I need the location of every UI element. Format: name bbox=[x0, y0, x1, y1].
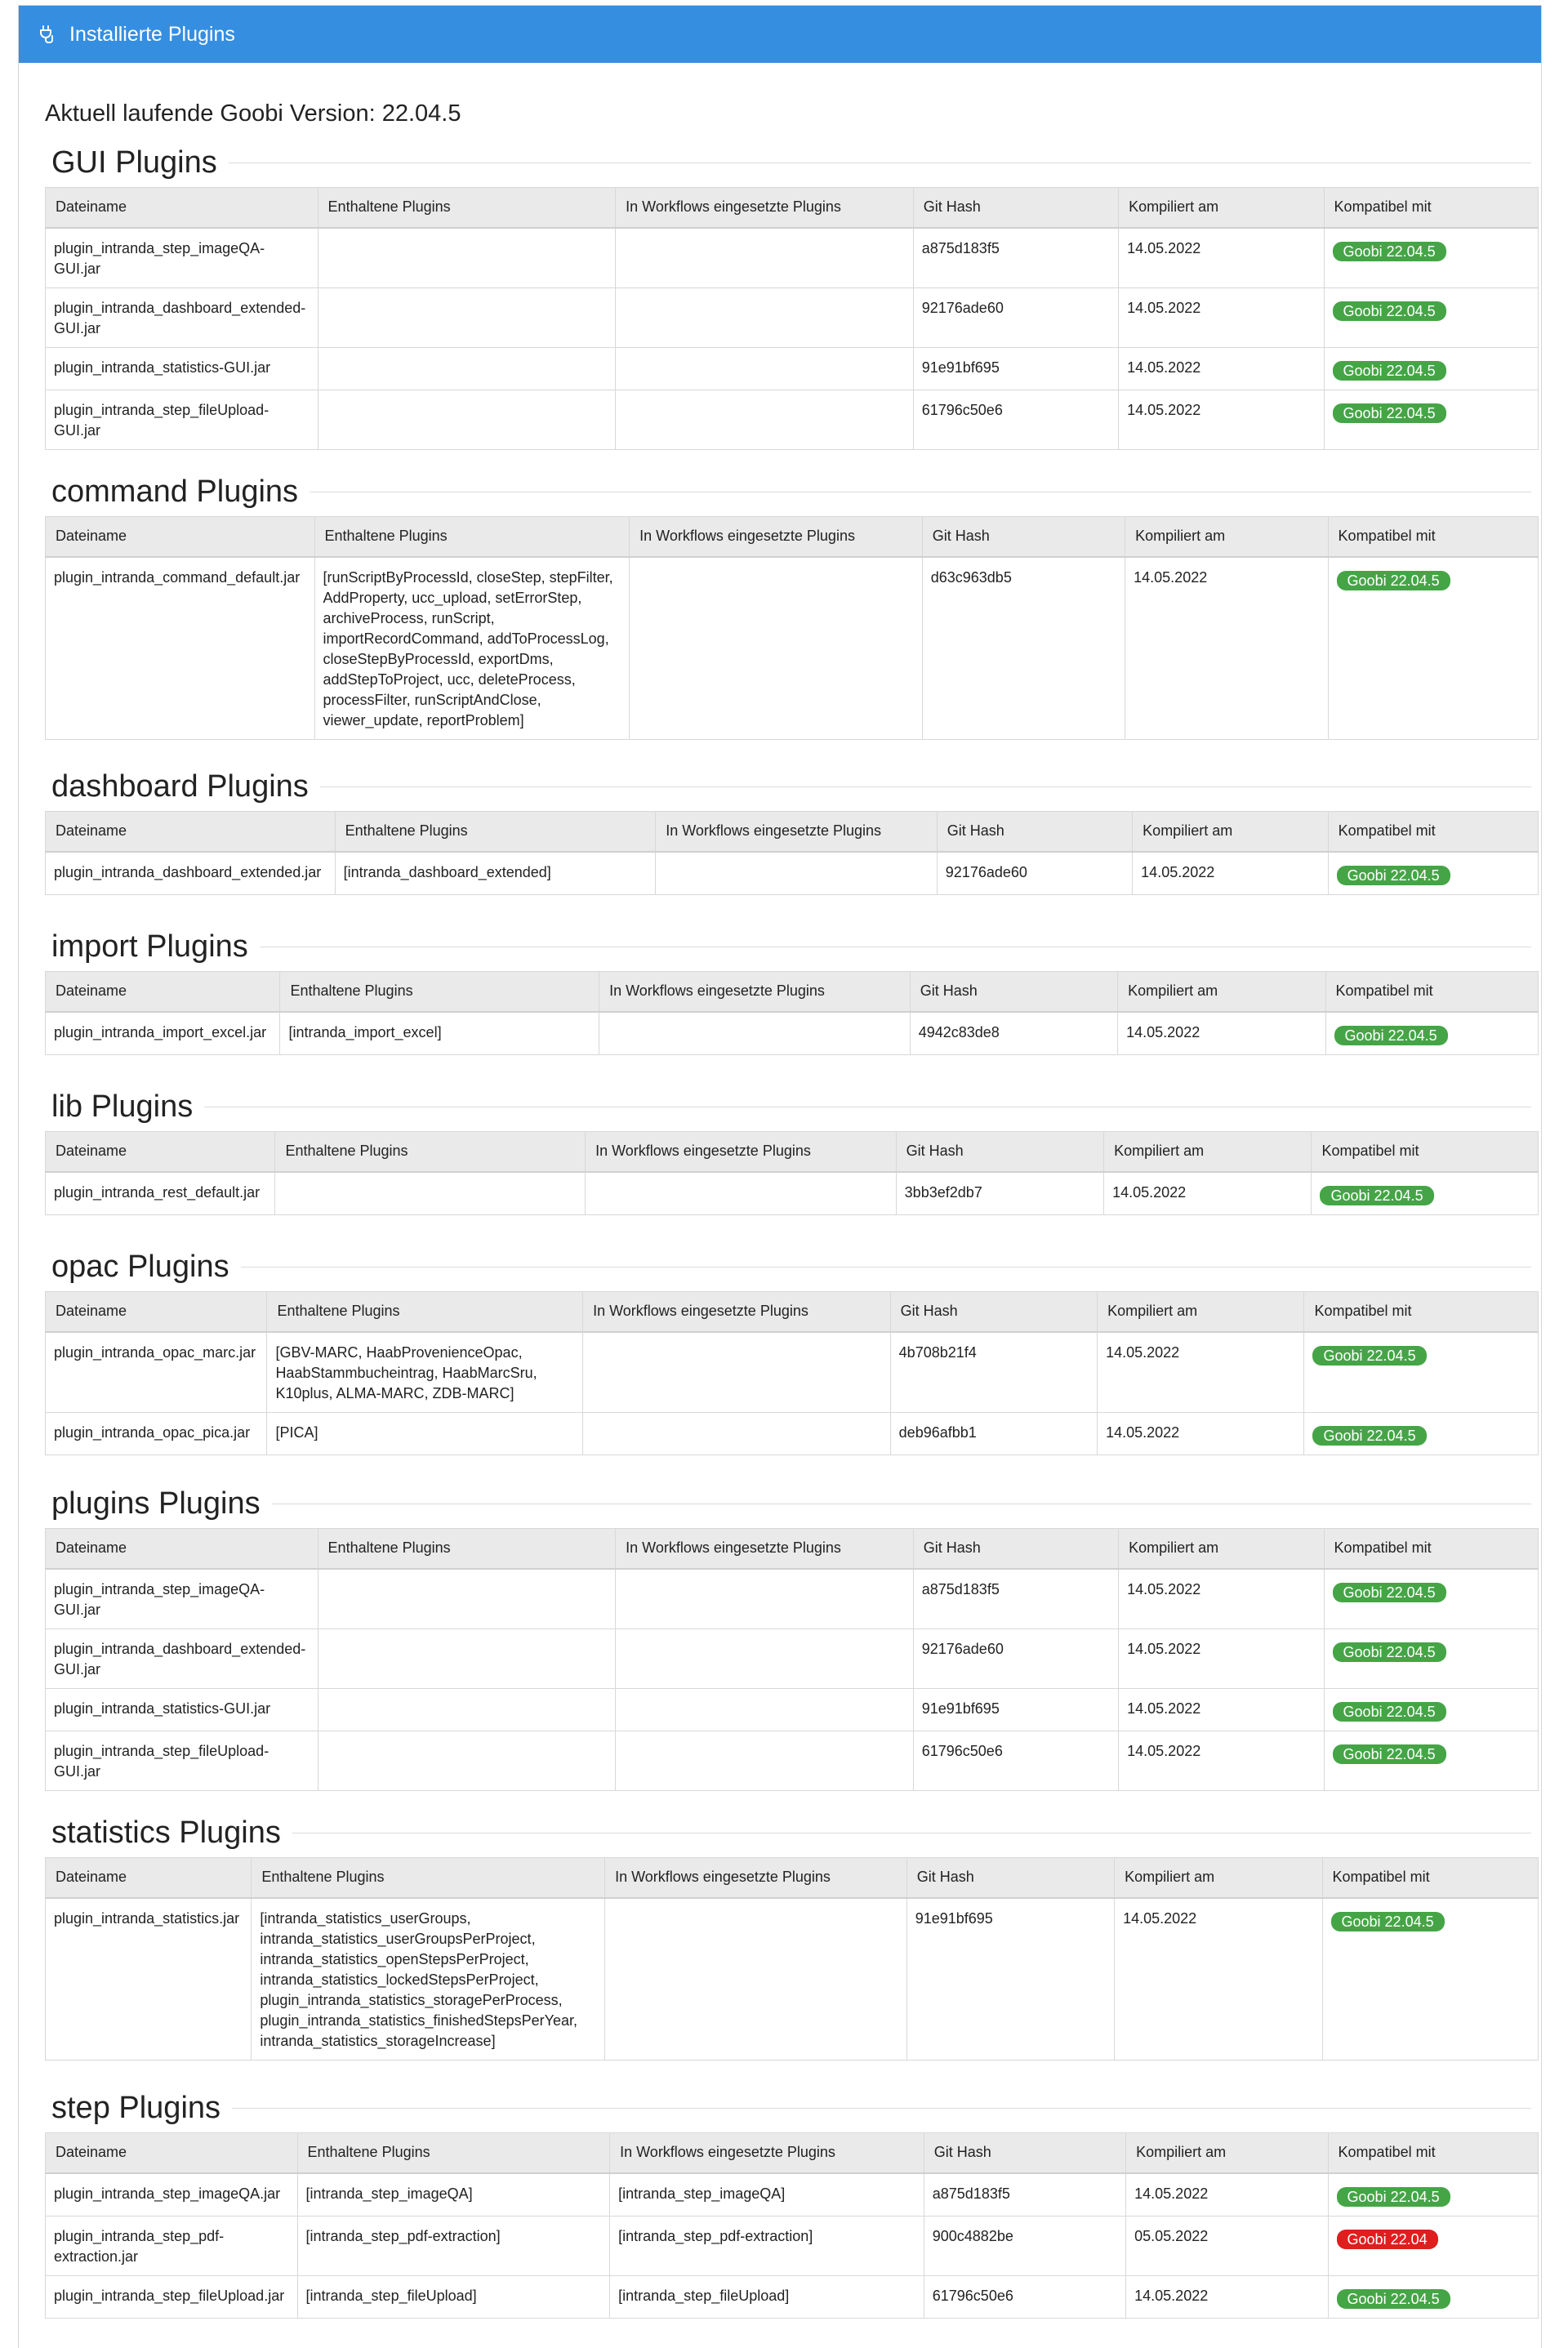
compatible-badge: Goobi 22.04.5 bbox=[1312, 1346, 1426, 1366]
contained-plugins-cell: [GBV-MARC, HaabProvenienceOpac, HaabStammbucheintrag, HaabMarcSru, K10plus, ALMA-MARC, ZDB-MARC] bbox=[267, 1332, 583, 1413]
compiled-date-cell: 14.05.2022 bbox=[1104, 1172, 1312, 1215]
column-header: Kompiliert am bbox=[1104, 1132, 1312, 1172]
compatible-badge: Goobi 22.04.5 bbox=[1333, 1744, 1446, 1764]
plugins-table bbox=[45, 187, 1539, 450]
git-hash-cell: 61796c50e6 bbox=[913, 1731, 1118, 1790]
table-header-row bbox=[46, 188, 1539, 228]
compiled-date-cell: 14.05.2022 bbox=[1118, 1012, 1325, 1055]
compatibility-cell bbox=[1325, 1012, 1538, 1055]
contained-plugins-cell: [intranda_step_pdf-extraction] bbox=[297, 2216, 610, 2275]
compiled-date-cell: 14.05.2022 bbox=[1119, 1731, 1324, 1790]
column-header: Enthaltene Plugins bbox=[318, 1529, 616, 1569]
git-hash-cell: 3bb3ef2db7 bbox=[896, 1172, 1103, 1215]
compatible-badge: Goobi 22.04.5 bbox=[1331, 1912, 1445, 1931]
git-hash-cell: deb96afbb1 bbox=[890, 1412, 1097, 1455]
table-header-row bbox=[46, 1529, 1539, 1569]
git-hash-cell: a875d183f5 bbox=[913, 1569, 1118, 1629]
column-header: Dateiname bbox=[46, 1529, 318, 1569]
column-header: Enthaltene Plugins bbox=[275, 1132, 586, 1172]
table-row bbox=[46, 557, 1539, 740]
plugin-section bbox=[45, 1082, 1542, 1215]
section-title bbox=[51, 762, 1531, 811]
git-hash-cell: 61796c50e6 bbox=[913, 390, 1118, 449]
compatible-badge: Goobi 22.04.5 bbox=[1337, 866, 1450, 885]
file-name-cell: plugin_intranda_import_excel.jar bbox=[46, 1012, 280, 1055]
column-header: Kompiliert am bbox=[1125, 517, 1328, 557]
git-hash-cell: 91e91bf695 bbox=[906, 1898, 1114, 2061]
workflow-plugins-cell bbox=[616, 228, 914, 288]
compatible-badge: Goobi 22.04.5 bbox=[1333, 242, 1446, 261]
column-header: Git Hash bbox=[922, 517, 1125, 557]
contained-plugins-cell: [runScriptByProcessId, closeStep, stepFilter, AddProperty, ucc_upload, setErrorStep, archiveProcess, runScript, importRecordCommand, addToProcessLog, closeStepByProcessId, exportDms, addStepToProject, ucc, deleteProcess, processFilter, runScriptAndClose, viewer_update, reportProblem] bbox=[314, 557, 630, 740]
column-header: Git Hash bbox=[906, 1858, 1114, 1898]
incompatible-badge: Goobi 22.04 bbox=[1337, 2230, 1438, 2249]
column-header: Kompatibel mit bbox=[1328, 812, 1538, 852]
table-row bbox=[46, 1731, 1539, 1790]
section-divider bbox=[241, 1267, 1531, 1268]
section-divider bbox=[320, 786, 1531, 787]
compatibility-cell bbox=[1324, 228, 1538, 288]
column-header: Dateiname bbox=[46, 812, 336, 852]
column-header: In Workflows eingesetzte Plugins bbox=[583, 1292, 891, 1332]
compatible-badge: Goobi 22.04.5 bbox=[1333, 1583, 1446, 1602]
compatibility-cell bbox=[1324, 347, 1538, 390]
compiled-date-cell: 14.05.2022 bbox=[1126, 2275, 1328, 2318]
column-header: Git Hash bbox=[913, 1529, 1118, 1569]
git-hash-cell: 92176ade60 bbox=[937, 852, 1132, 895]
column-header: Kompiliert am bbox=[1119, 188, 1324, 228]
compatibility-cell bbox=[1328, 2275, 1538, 2318]
workflow-plugins-cell bbox=[616, 1731, 914, 1790]
section-heading: import Plugins bbox=[51, 929, 248, 964]
git-hash-cell: 92176ade60 bbox=[913, 1628, 1118, 1688]
plugins-table bbox=[45, 811, 1539, 895]
section-heading: command Plugins bbox=[51, 474, 299, 509]
column-header: Kompatibel mit bbox=[1328, 2133, 1538, 2173]
section-heading: statistics Plugins bbox=[51, 1815, 281, 1850]
table-row bbox=[46, 1569, 1539, 1629]
section-heading: dashboard Plugins bbox=[51, 769, 309, 804]
compatibility-cell bbox=[1312, 1172, 1539, 1215]
workflow-plugins-cell bbox=[616, 1688, 914, 1731]
column-header: Kompatibel mit bbox=[1322, 1858, 1538, 1898]
compatibility-cell bbox=[1328, 2173, 1538, 2217]
compatibility-cell bbox=[1304, 1332, 1539, 1413]
table-row bbox=[46, 1628, 1539, 1688]
plugin-section bbox=[45, 138, 1542, 450]
table-header-row bbox=[46, 1858, 1539, 1898]
plugins-table bbox=[45, 516, 1539, 740]
section-title bbox=[51, 1242, 1531, 1291]
table-header-row bbox=[46, 972, 1539, 1012]
contained-plugins-cell bbox=[318, 1688, 616, 1731]
file-name-cell: plugin_intranda_step_pdf-extraction.jar bbox=[46, 2216, 298, 2275]
table-row bbox=[46, 228, 1539, 288]
table-header-row bbox=[46, 1292, 1539, 1332]
table-row bbox=[46, 287, 1539, 347]
plugin-section bbox=[45, 1242, 1542, 1455]
column-header: Dateiname bbox=[46, 188, 318, 228]
workflow-plugins-cell bbox=[616, 1628, 914, 1688]
contained-plugins-cell: [PICA] bbox=[267, 1412, 583, 1455]
compatibility-cell bbox=[1304, 1412, 1539, 1455]
compatibility-cell bbox=[1328, 557, 1538, 740]
column-header: Kompiliert am bbox=[1098, 1292, 1304, 1332]
file-name-cell: plugin_intranda_step_imageQA-GUI.jar bbox=[46, 228, 318, 288]
contained-plugins-cell: [intranda_statistics_userGroups, intranda_statistics_userGroupsPerProject, intranda_statistics_openStepsPerProject, intranda_statistics_lockedStepsPerProject, plugin_intranda_statistics_storagePerProcess, plugin_intranda_statistics_finishedStepsPerYear, intranda_statistics_storageIncrease] bbox=[252, 1898, 605, 2061]
file-name-cell: plugin_intranda_step_fileUpload.jar bbox=[46, 2275, 298, 2318]
column-header: In Workflows eingesetzte Plugins bbox=[656, 812, 938, 852]
file-name-cell: plugin_intranda_dashboard_extended-GUI.jar bbox=[46, 287, 318, 347]
file-name-cell: plugin_intranda_opac_marc.jar bbox=[46, 1332, 267, 1413]
column-header: In Workflows eingesetzte Plugins bbox=[586, 1132, 897, 1172]
column-header: Enthaltene Plugins bbox=[314, 517, 630, 557]
contained-plugins-cell bbox=[318, 228, 616, 288]
plugin-section bbox=[45, 1479, 1542, 1791]
section-heading: plugins Plugins bbox=[51, 1486, 261, 1521]
compatibility-cell bbox=[1328, 852, 1538, 895]
compatible-badge: Goobi 22.04.5 bbox=[1337, 2187, 1450, 2207]
git-hash-cell: 900c4882be bbox=[924, 2216, 1125, 2275]
compatible-badge: Goobi 22.04.5 bbox=[1337, 2289, 1450, 2309]
compiled-date-cell: 14.05.2022 bbox=[1115, 1898, 1322, 2061]
table-row bbox=[46, 2173, 1539, 2217]
column-header: Kompatibel mit bbox=[1324, 1529, 1538, 1569]
table-row bbox=[46, 2216, 1539, 2275]
compiled-date-cell: 14.05.2022 bbox=[1119, 1628, 1324, 1688]
compatibility-cell bbox=[1324, 1628, 1538, 1688]
git-hash-cell: a875d183f5 bbox=[913, 228, 1118, 288]
compatible-badge: Goobi 22.04.5 bbox=[1333, 403, 1446, 423]
workflow-plugins-cell bbox=[583, 1332, 891, 1413]
table-row bbox=[46, 347, 1539, 390]
goobi-version-text: Aktuell laufende Goobi Version: 22.04.5 bbox=[45, 100, 461, 127]
column-header: In Workflows eingesetzte Plugins bbox=[616, 1529, 914, 1569]
contained-plugins-cell bbox=[318, 1628, 616, 1688]
column-header: Kompiliert am bbox=[1118, 972, 1325, 1012]
table-row bbox=[46, 1172, 1539, 1215]
column-header: Kompiliert am bbox=[1115, 1858, 1322, 1898]
file-name-cell: plugin_intranda_step_fileUpload-GUI.jar bbox=[46, 390, 318, 449]
column-header: In Workflows eingesetzte Plugins bbox=[610, 2133, 924, 2173]
compatibility-cell bbox=[1324, 1688, 1538, 1731]
file-name-cell: plugin_intranda_step_imageQA-GUI.jar bbox=[46, 1569, 318, 1629]
compatible-badge: Goobi 22.04.5 bbox=[1320, 1186, 1433, 1205]
panel-title: Installierte Plugins bbox=[69, 22, 235, 46]
column-header: Dateiname bbox=[46, 517, 315, 557]
workflow-plugins-cell: [intranda_step_fileUpload] bbox=[610, 2275, 924, 2318]
contained-plugins-cell bbox=[275, 1172, 586, 1215]
plugin-section bbox=[45, 467, 1542, 740]
section-divider bbox=[232, 2108, 1531, 2109]
table-row bbox=[46, 2275, 1539, 2318]
compiled-date-cell: 05.05.2022 bbox=[1126, 2216, 1328, 2275]
table-header-row bbox=[46, 812, 1539, 852]
workflow-plugins-cell bbox=[630, 557, 923, 740]
section-title bbox=[51, 467, 1531, 516]
compatible-badge: Goobi 22.04.5 bbox=[1333, 1642, 1446, 1662]
table-row bbox=[46, 390, 1539, 449]
column-header: Enthaltene Plugins bbox=[335, 812, 656, 852]
file-name-cell: plugin_intranda_opac_pica.jar bbox=[46, 1412, 267, 1455]
file-name-cell: plugin_intranda_statistics-GUI.jar bbox=[46, 347, 318, 390]
column-header: Enthaltene Plugins bbox=[267, 1292, 583, 1332]
compatible-badge: Goobi 22.04.5 bbox=[1333, 361, 1446, 381]
column-header: Dateiname bbox=[46, 1292, 267, 1332]
column-header: Kompatibel mit bbox=[1325, 972, 1538, 1012]
section-heading: opac Plugins bbox=[51, 1249, 229, 1284]
column-header: Kompatibel mit bbox=[1324, 188, 1538, 228]
table-row bbox=[46, 1688, 1539, 1731]
plugin-section bbox=[45, 1808, 1542, 2061]
table-header-row bbox=[46, 1132, 1539, 1172]
git-hash-cell: a875d183f5 bbox=[924, 2173, 1125, 2217]
git-hash-cell: 91e91bf695 bbox=[913, 347, 1118, 390]
section-heading: lib Plugins bbox=[51, 1089, 194, 1124]
column-header: Git Hash bbox=[890, 1292, 1097, 1332]
compatibility-cell bbox=[1324, 390, 1538, 449]
column-header: Git Hash bbox=[924, 2133, 1125, 2173]
file-name-cell: plugin_intranda_statistics-GUI.jar bbox=[46, 1688, 318, 1731]
plugin-section bbox=[45, 922, 1542, 1055]
compiled-date-cell: 14.05.2022 bbox=[1119, 228, 1324, 288]
column-header: Dateiname bbox=[46, 1132, 275, 1172]
column-header: Git Hash bbox=[913, 188, 1118, 228]
compiled-date-cell: 14.05.2022 bbox=[1119, 1569, 1324, 1629]
compatible-badge: Goobi 22.04.5 bbox=[1333, 301, 1446, 321]
workflow-plugins-cell: [intranda_step_imageQA] bbox=[610, 2173, 924, 2217]
column-header: Git Hash bbox=[896, 1132, 1103, 1172]
compiled-date-cell: 14.05.2022 bbox=[1133, 852, 1328, 895]
git-hash-cell: d63c963db5 bbox=[922, 557, 1125, 740]
section-heading: GUI Plugins bbox=[51, 145, 217, 180]
compatible-badge: Goobi 22.04.5 bbox=[1334, 1026, 1448, 1045]
section-title bbox=[51, 1082, 1531, 1131]
compiled-date-cell: 14.05.2022 bbox=[1125, 557, 1328, 740]
compiled-date-cell: 14.05.2022 bbox=[1119, 390, 1324, 449]
plugins-table bbox=[45, 1857, 1539, 2061]
section-title bbox=[51, 922, 1531, 971]
table-header-row bbox=[46, 517, 1539, 557]
column-header: Git Hash bbox=[910, 972, 1117, 1012]
contained-plugins-cell: [intranda_step_fileUpload] bbox=[297, 2275, 610, 2318]
compatibility-cell bbox=[1328, 2216, 1538, 2275]
git-hash-cell: 61796c50e6 bbox=[924, 2275, 1125, 2318]
workflow-plugins-cell bbox=[656, 852, 938, 895]
section-title bbox=[51, 1808, 1531, 1857]
file-name-cell: plugin_intranda_dashboard_extended-GUI.jar bbox=[46, 1628, 318, 1688]
section-title bbox=[51, 1479, 1531, 1528]
compiled-date-cell: 14.05.2022 bbox=[1119, 347, 1324, 390]
compiled-date-cell: 14.05.2022 bbox=[1119, 287, 1324, 347]
file-name-cell: plugin_intranda_step_imageQA.jar bbox=[46, 2173, 298, 2217]
column-header: Kompatibel mit bbox=[1312, 1132, 1539, 1172]
compiled-date-cell: 14.05.2022 bbox=[1126, 2173, 1328, 2217]
column-header: Git Hash bbox=[937, 812, 1132, 852]
column-header: Enthaltene Plugins bbox=[297, 2133, 610, 2173]
contained-plugins-cell bbox=[318, 390, 616, 449]
file-name-cell: plugin_intranda_step_fileUpload-GUI.jar bbox=[46, 1731, 318, 1790]
column-header: In Workflows eingesetzte Plugins bbox=[605, 1858, 907, 1898]
column-header: Enthaltene Plugins bbox=[280, 972, 599, 1012]
column-header: In Workflows eingesetzte Plugins bbox=[630, 517, 923, 557]
contained-plugins-cell bbox=[318, 347, 616, 390]
column-header: In Workflows eingesetzte Plugins bbox=[599, 972, 911, 1012]
git-hash-cell: 91e91bf695 bbox=[913, 1688, 1118, 1731]
contained-plugins-cell: [intranda_dashboard_extended] bbox=[335, 852, 656, 895]
column-header: Kompatibel mit bbox=[1328, 517, 1538, 557]
compiled-date-cell: 14.05.2022 bbox=[1098, 1332, 1304, 1413]
compiled-date-cell: 14.05.2022 bbox=[1098, 1412, 1304, 1455]
section-heading: step Plugins bbox=[51, 2090, 221, 2125]
file-name-cell: plugin_intranda_command_default.jar bbox=[46, 557, 315, 740]
plugins-panel bbox=[18, 5, 1542, 2348]
compatibility-cell bbox=[1324, 1731, 1538, 1790]
table-row bbox=[46, 1012, 1539, 1055]
git-hash-cell: 4942c83de8 bbox=[910, 1012, 1117, 1055]
workflow-plugins-cell bbox=[616, 1569, 914, 1629]
compiled-date-cell: 14.05.2022 bbox=[1119, 1688, 1324, 1731]
file-name-cell: plugin_intranda_dashboard_extended.jar bbox=[46, 852, 336, 895]
compatible-badge: Goobi 22.04.5 bbox=[1333, 1702, 1446, 1722]
plugins-table bbox=[45, 1291, 1539, 1455]
plugins-table bbox=[45, 1131, 1539, 1215]
column-header: Dateiname bbox=[46, 972, 280, 1012]
git-hash-cell: 92176ade60 bbox=[913, 287, 1118, 347]
column-header: Dateiname bbox=[46, 1858, 252, 1898]
workflow-plugins-cell bbox=[616, 390, 914, 449]
file-name-cell: plugin_intranda_statistics.jar bbox=[46, 1898, 252, 2061]
plugin-section bbox=[45, 762, 1542, 895]
column-header: Enthaltene Plugins bbox=[252, 1858, 605, 1898]
plugins-table bbox=[45, 1528, 1539, 1791]
compatibility-cell bbox=[1322, 1898, 1538, 2061]
workflow-plugins-cell bbox=[586, 1172, 897, 1215]
column-header: Dateiname bbox=[46, 2133, 298, 2173]
column-header: Enthaltene Plugins bbox=[318, 188, 616, 228]
compatibility-cell bbox=[1324, 287, 1538, 347]
git-hash-cell: 4b708b21f4 bbox=[890, 1332, 1097, 1413]
compatibility-cell bbox=[1324, 1569, 1538, 1629]
plugins-table bbox=[45, 2132, 1539, 2319]
plugins-table bbox=[45, 971, 1539, 1055]
column-header: Kompiliert am bbox=[1133, 812, 1328, 852]
section-title bbox=[51, 138, 1531, 187]
plug-icon bbox=[37, 24, 58, 45]
table-row bbox=[46, 852, 1539, 895]
contained-plugins-cell: [intranda_import_excel] bbox=[280, 1012, 599, 1055]
workflow-plugins-cell bbox=[583, 1412, 891, 1455]
column-header: In Workflows eingesetzte Plugins bbox=[616, 188, 914, 228]
section-title bbox=[51, 2083, 1531, 2132]
table-row bbox=[46, 1412, 1539, 1455]
contained-plugins-cell: [intranda_step_imageQA] bbox=[297, 2173, 610, 2217]
workflow-plugins-cell bbox=[616, 287, 914, 347]
plugin-section bbox=[45, 2083, 1542, 2319]
contained-plugins-cell bbox=[318, 1731, 616, 1790]
workflow-plugins-cell: [intranda_step_pdf-extraction] bbox=[610, 2216, 924, 2275]
compatible-badge: Goobi 22.04.5 bbox=[1337, 571, 1450, 590]
column-header: Kompiliert am bbox=[1126, 2133, 1328, 2173]
contained-plugins-cell bbox=[318, 1569, 616, 1629]
workflow-plugins-cell bbox=[605, 1898, 907, 2061]
workflow-plugins-cell bbox=[599, 1012, 911, 1055]
contained-plugins-cell bbox=[318, 287, 616, 347]
table-header-row bbox=[46, 2133, 1539, 2173]
column-header: Kompiliert am bbox=[1119, 1529, 1324, 1569]
table-row bbox=[46, 1332, 1539, 1413]
table-row bbox=[46, 1898, 1539, 2061]
panel-header bbox=[19, 6, 1541, 63]
file-name-cell: plugin_intranda_rest_default.jar bbox=[46, 1172, 275, 1215]
column-header: Kompatibel mit bbox=[1304, 1292, 1539, 1332]
workflow-plugins-cell bbox=[616, 347, 914, 390]
compatible-badge: Goobi 22.04.5 bbox=[1312, 1426, 1426, 1446]
